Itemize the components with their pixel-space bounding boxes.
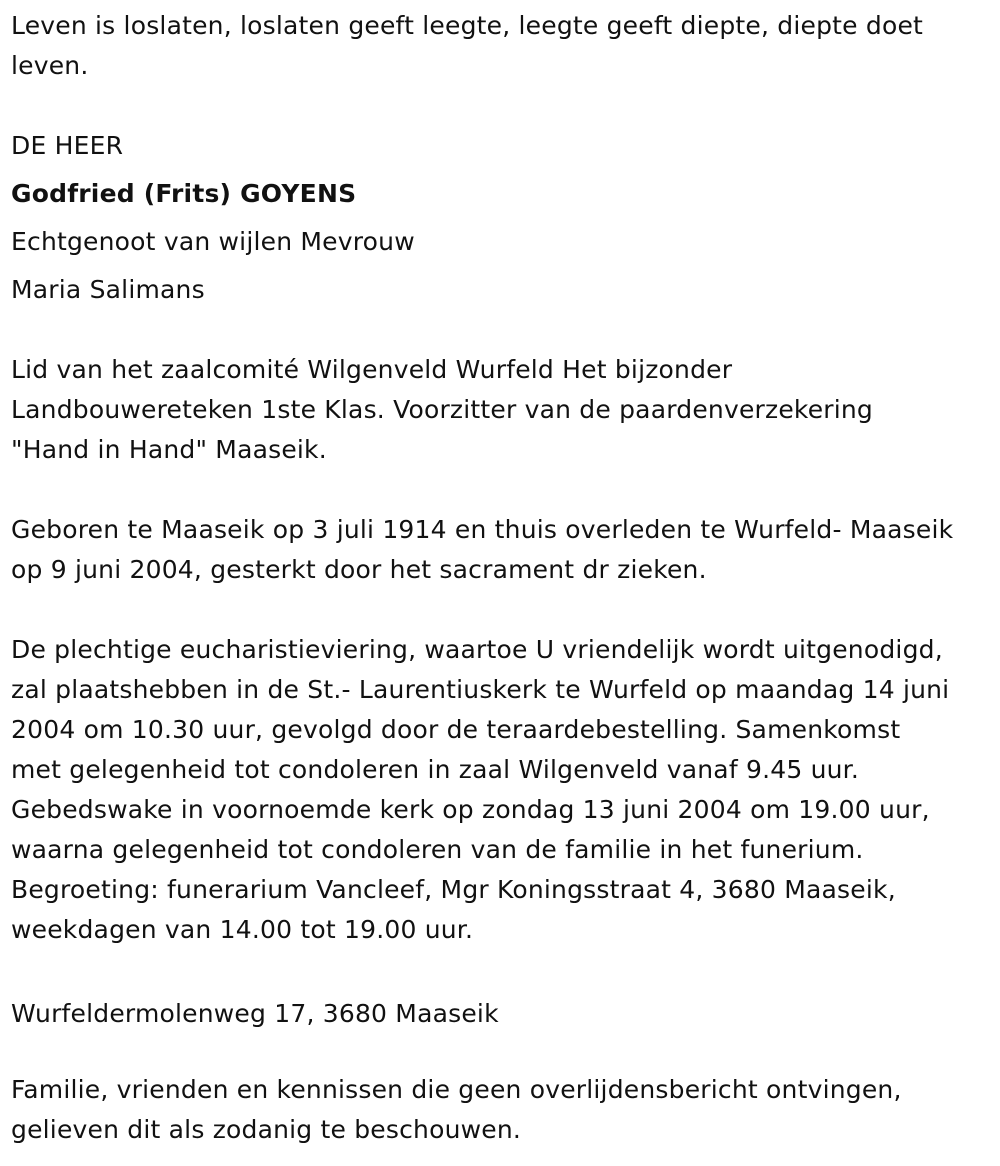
quote-line: leven.	[11, 51, 89, 80]
notice-line: Familie, vrienden en kennissen die geen overlijdensbericht ontvingen,	[11, 1075, 902, 1104]
ceremony-paragraph	[11, 630, 996, 950]
ceremony-line: weekdagen van 14.00 tot 19.00 uur.	[11, 915, 474, 944]
roles-line: Lid van het zaalcomité Wilgenveld Wurfeld Het bijzonder	[11, 355, 733, 384]
ceremony-line: Begroeting: funerarium Vancleef, Mgr Koningsstraat 4, 3680 Maaseik,	[11, 875, 896, 904]
honorific-title: DE HEER	[11, 131, 124, 160]
ceremony-line: waarna gelegenheid tot condoleren van de familie in het funerium.	[11, 835, 864, 864]
spouse-name: Maria Salimans	[11, 275, 205, 304]
quote-line: Leven is loslaten, loslaten geeft leegte, leegte geeft diepte, diepte doet	[11, 11, 924, 40]
birth-death-line: Geboren te Maaseik op 3 juli 1914 en thuis overleden te Wurfeld- Maaseik	[11, 515, 954, 544]
roles-paragraph	[11, 350, 996, 470]
birth-death-line: op 9 juni 2004, gesterkt door het sacrament dr zieken.	[11, 555, 707, 584]
notice-paragraph	[11, 1070, 996, 1150]
ceremony-line: 2004 om 10.30 uur, gevolgd door de teraardebestelling. Samenkomst	[11, 715, 901, 744]
birth-death-paragraph	[11, 510, 996, 590]
spouse-line: Echtgenoot van wijlen Mevrouw	[11, 227, 415, 256]
roles-line: "Hand in Hand" Maaseik.	[11, 435, 327, 464]
notice-line: gelieven dit als zodanig te beschouwen.	[11, 1115, 522, 1144]
ceremony-line: De plechtige eucharistieviering, waartoe U vriendelijk wordt uitgenodigd,	[11, 635, 943, 664]
ceremony-line: Gebedswake in voornoemde kerk op zondag 13 juni 2004 om 19.00 uur,	[11, 795, 930, 824]
home-address: Wurfeldermolenweg 17, 3680 Maaseik	[11, 999, 499, 1028]
deceased-name: Godfried (Frits) GOYENS	[11, 179, 357, 208]
roles-line: Landbouwereteken 1ste Klas. Voorzitter van de paardenverzekering	[11, 395, 874, 424]
ceremony-line: met gelegenheid tot condoleren in zaal Wilgenveld vanaf 9.45 uur.	[11, 755, 860, 784]
quote-paragraph	[11, 6, 996, 86]
ceremony-line: zal plaatshebben in de St.- Laurentiuskerk te Wurfeld op maandag 14 juni	[11, 675, 950, 704]
